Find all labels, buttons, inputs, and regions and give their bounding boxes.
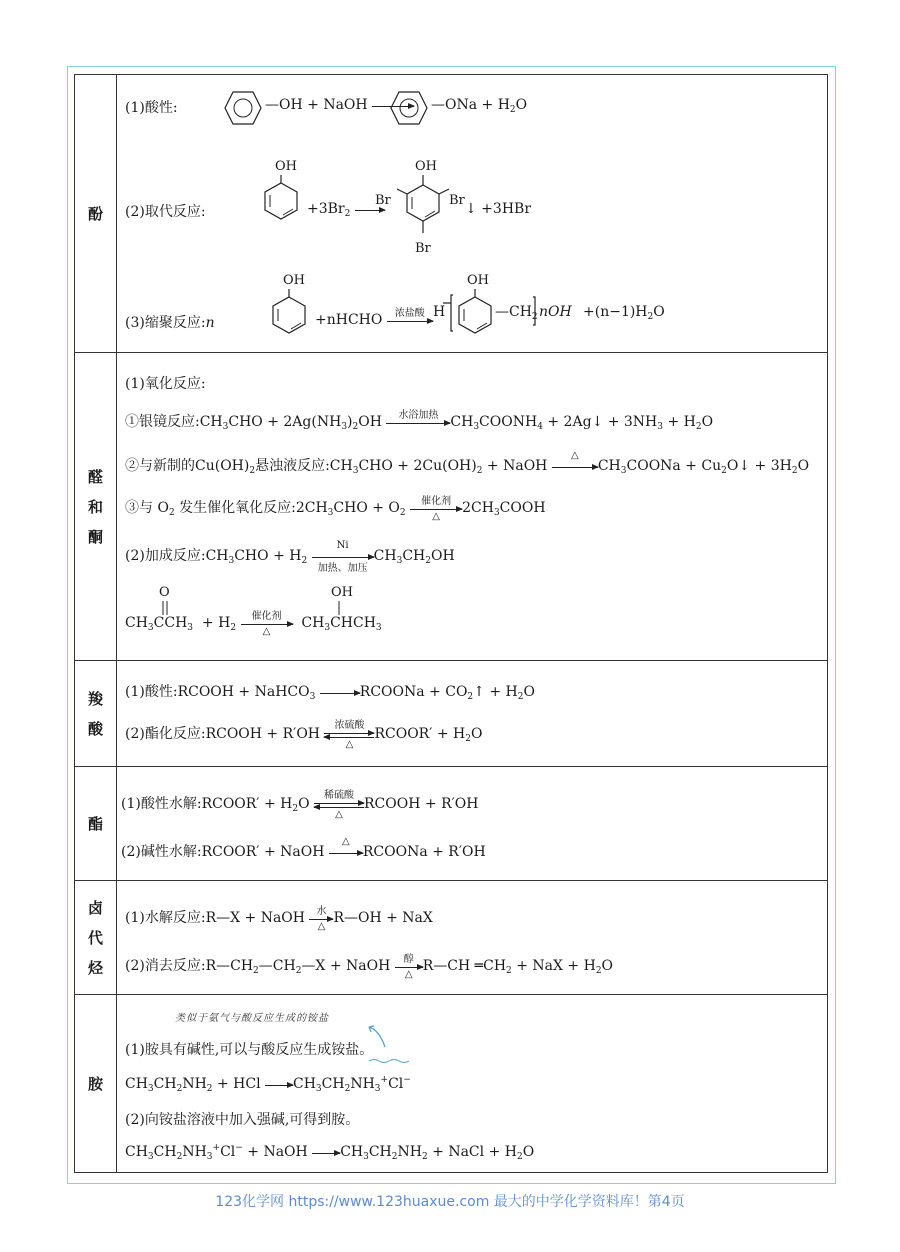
- reaction-arrow: [329, 835, 363, 854]
- phenol-ring-icon: [261, 175, 301, 221]
- addition-reaction: (2)加成反应$:CH_3CHO + H_2$ Ni 加热、加压 $CH_3CH_2OH$: [125, 539, 455, 574]
- reaction-label: (1)酸性:: [125, 684, 178, 700]
- br-right: Br: [449, 193, 465, 208]
- reaction-arrow: [410, 495, 462, 522]
- haloalkane-reactions: [117, 881, 828, 995]
- reaction-table: [74, 74, 828, 1173]
- reaction-arrow: [241, 610, 293, 637]
- reaction-label: ②与新制的Cu(OH): [125, 458, 250, 474]
- arrow-condition-top: Ni: [336, 539, 349, 551]
- arrow-condition-bottom: △: [317, 920, 326, 932]
- cat-char: 醛: [87, 467, 103, 486]
- phenol-acidity-products: —ONa + H: [431, 97, 510, 113]
- reaction-label: ①银镜反应:: [125, 414, 200, 430]
- arrow-condition-bottom: △: [335, 808, 343, 820]
- reaction-arrow: [312, 539, 374, 574]
- n-coefficient: n: [205, 315, 215, 331]
- amine-hcl-reaction: $CH_3CH_2NH_2$ + HCl $CH_3CH_2NH_3^+Cl^-$: [125, 1075, 411, 1094]
- arrow-condition-bottom: 加热、加压: [317, 562, 368, 574]
- silver-mirror-reaction: ①银镜反应$:CH_3CHO + 2Ag(NH_3)_2OH$ 水浴加热 $CH_3COONH_4$ + 2Ag↓ + $3NH_3 + H_2O$: [125, 411, 713, 432]
- arrow-condition: 水浴加热: [398, 409, 439, 421]
- arrow-condition-top: 醇: [403, 953, 414, 965]
- subscript: 2: [344, 209, 351, 219]
- category-carboxylic-acid: [75, 661, 117, 767]
- phenol-ring-icon: [269, 289, 309, 335]
- arrow-condition-bottom: △: [262, 625, 271, 637]
- esterification-reaction: (2)酯化反应:RCOOH + R′OH 浓硫酸 △ RCOOR′ + $H_2O$: [125, 723, 482, 744]
- cat-char: 羧: [87, 689, 103, 708]
- reaction-arrow: [386, 409, 450, 424]
- reaction-label: (1)酸性水解:: [121, 796, 202, 812]
- arrow-condition-bottom: △: [404, 968, 413, 980]
- ammonium-naoh-reaction: $CH_3CH_2NH_3^+Cl^-$ + NaOH $CH_3CH_2NH_2$ + NaCl + $H_2O$: [125, 1143, 535, 1162]
- water-product: +(n−1)H: [583, 304, 648, 320]
- benzene-ring-icon: [389, 90, 429, 126]
- phenol-condensation-label: (3)缩聚反应:: [125, 315, 206, 331]
- page-footer: [0, 1191, 900, 1211]
- oxidation-heading: (1)氧化反应:: [125, 376, 206, 392]
- benzene-ring-icon: [223, 90, 263, 126]
- br-bottom: Br: [415, 241, 431, 256]
- cat-char: 酮: [87, 527, 103, 546]
- carbonyl-o: O: [159, 585, 170, 600]
- catalytic-oxidation-reaction: ③与 $O_2$ 发生催化氧化反应$:2CH_3CHO + O_2$ 催化剂 △ $2CH_3COOH$: [125, 497, 546, 518]
- arrow-condition-top: 稀硫酸: [324, 789, 355, 801]
- phenol-reactions: [117, 75, 828, 353]
- reaction-label: ③与 O: [125, 500, 169, 516]
- handwritten-note: 类似于氨气与酸反应生成的铵盐: [175, 1013, 329, 1024]
- cat-char: 卤: [87, 898, 103, 917]
- reaction-arrow: [387, 307, 433, 322]
- arrow-condition: △: [570, 449, 579, 461]
- hydroxyl-group: OH: [331, 585, 353, 600]
- arrow-condition-top: 水: [316, 905, 327, 917]
- phenol-substitution-label: (2)取代反应:: [125, 204, 206, 220]
- wavy-underline-icon: [369, 1058, 409, 1064]
- category-amine: 胺: [75, 995, 117, 1173]
- ketone-addition-reaction: $CH_3CCH_3 + H_2$ 催化剂 △ $CH_3CHCH_3$: [125, 615, 382, 633]
- reaction-arrow: [320, 691, 360, 694]
- elimination-reaction: (2)消去反应$:R—CH_2—CH_2—X$ + NaOH 醇 △ R—CH $═CH_2$ + NaX + $H_2O$: [125, 955, 613, 976]
- n-oh-end: nOH: [539, 304, 572, 320]
- category-aldehyde-ketone: [75, 353, 117, 661]
- footer-site: 123化学网: [215, 1194, 285, 1210]
- footer-url[interactable]: https://www.123huaxue.com: [288, 1194, 490, 1210]
- ester-reactions: [117, 767, 828, 881]
- arrow-condition-top: 催化剂: [251, 610, 282, 622]
- category-haloalkane: [75, 881, 117, 995]
- oh-group: OH: [467, 273, 489, 288]
- reaction-label: (2)消去反应:: [125, 958, 206, 974]
- carboxylic-acid-reactions: [117, 661, 828, 767]
- product-tail: O: [653, 304, 665, 320]
- arrow-condition-bottom: △: [345, 738, 354, 750]
- formaldehyde-reagent: +nHCHO: [315, 312, 383, 328]
- reaction-arrow: [552, 449, 598, 468]
- product-tail: O: [515, 97, 528, 113]
- arrow-condition-top: 催化剂: [421, 495, 452, 507]
- basic-hydrolysis-reaction: (2)碱性水解:RCOOR′ + NaOH △ RCOONa + R′OH: [121, 835, 486, 860]
- tribromophenol-ring-icon: [393, 175, 453, 245]
- subscript: 2: [509, 105, 516, 115]
- phenol-acidity-label: (1)酸性:: [125, 100, 178, 116]
- reaction-label: (1)水解反应:: [125, 910, 206, 926]
- reversible-arrow: [314, 789, 364, 820]
- reaction-label: (2)酯化反应:: [125, 726, 206, 742]
- h-end: H: [433, 304, 446, 320]
- reaction-arrow: [395, 953, 423, 980]
- reaction-arrow: [309, 905, 333, 932]
- double-bond-icon: [161, 601, 169, 615]
- arrow-condition-top: 浓硫酸: [334, 719, 365, 731]
- arrow-condition-top: △: [342, 835, 350, 847]
- cuoh2-reaction: ②与新制的$Cu(OH)_2$悬浊液反应$:CH_3CHO + 2Cu(OH)_2$ + NaOH △ $CH_3COONa$ + $Cu_2O↓ + 3H_2O$: [125, 449, 810, 476]
- oh-group: OH: [275, 159, 297, 174]
- subscript: 2: [531, 312, 538, 322]
- reaction-label: (2)碱性水解:: [121, 844, 202, 860]
- reaction-arrow: [312, 1151, 340, 1154]
- category-phenol: 酚: [75, 75, 117, 353]
- substitution-products: ↓ +3HBr: [465, 201, 532, 217]
- footer-page-number: 第4页: [647, 1194, 685, 1210]
- reaction-label: (2)加成反应:: [125, 548, 206, 564]
- reaction-arrow: [265, 1083, 293, 1086]
- cat-char: 和: [87, 497, 103, 516]
- oh-group: OH: [415, 159, 437, 174]
- br-left: Br: [375, 193, 391, 208]
- cat-char: 酸: [87, 719, 103, 738]
- category-ester: 酯: [75, 767, 117, 881]
- bromine-reagent: +3Br: [307, 201, 345, 217]
- acid-acidity-reaction: (1)酸性:RCOOH + NaHCO$_3$ RCOONa + $CO_2↑ + H_2O$: [125, 684, 535, 702]
- cat-char: 烃: [87, 958, 103, 977]
- phenol-acidity-reactants: —OH + NaOH: [265, 97, 368, 113]
- footer-slogan: 最大的中学化学资料库！: [493, 1194, 648, 1210]
- arrow-condition-bottom: △: [432, 510, 440, 522]
- ammonium-base-text: (2)向铵盐溶液中加入强碱,可得到胺。: [125, 1112, 360, 1128]
- reversible-arrow: [324, 719, 374, 750]
- oh-group: OH: [283, 273, 305, 288]
- amine-reactions: [117, 995, 828, 1173]
- single-bond-icon: [337, 601, 341, 615]
- amine-basicity-text: (1)胺具有碱性,可以与酸反应生成铵盐。: [125, 1042, 374, 1058]
- acidic-hydrolysis-reaction: (1)酸性水解:RCOOR′ + $H_2O$ 稀硫酸 △ RCOOH + R′OH: [121, 793, 478, 814]
- cat-char: 代: [87, 928, 103, 947]
- hydrolysis-reaction: (1)水解反应:R—X + NaOH 水 △ R—OH + NaX: [125, 907, 433, 927]
- subscript: 2: [647, 312, 654, 322]
- arrow-condition: 浓盐酸: [394, 307, 425, 319]
- aldehyde-ketone-reactions: [117, 353, 828, 661]
- ch2-group: —CH: [495, 304, 532, 320]
